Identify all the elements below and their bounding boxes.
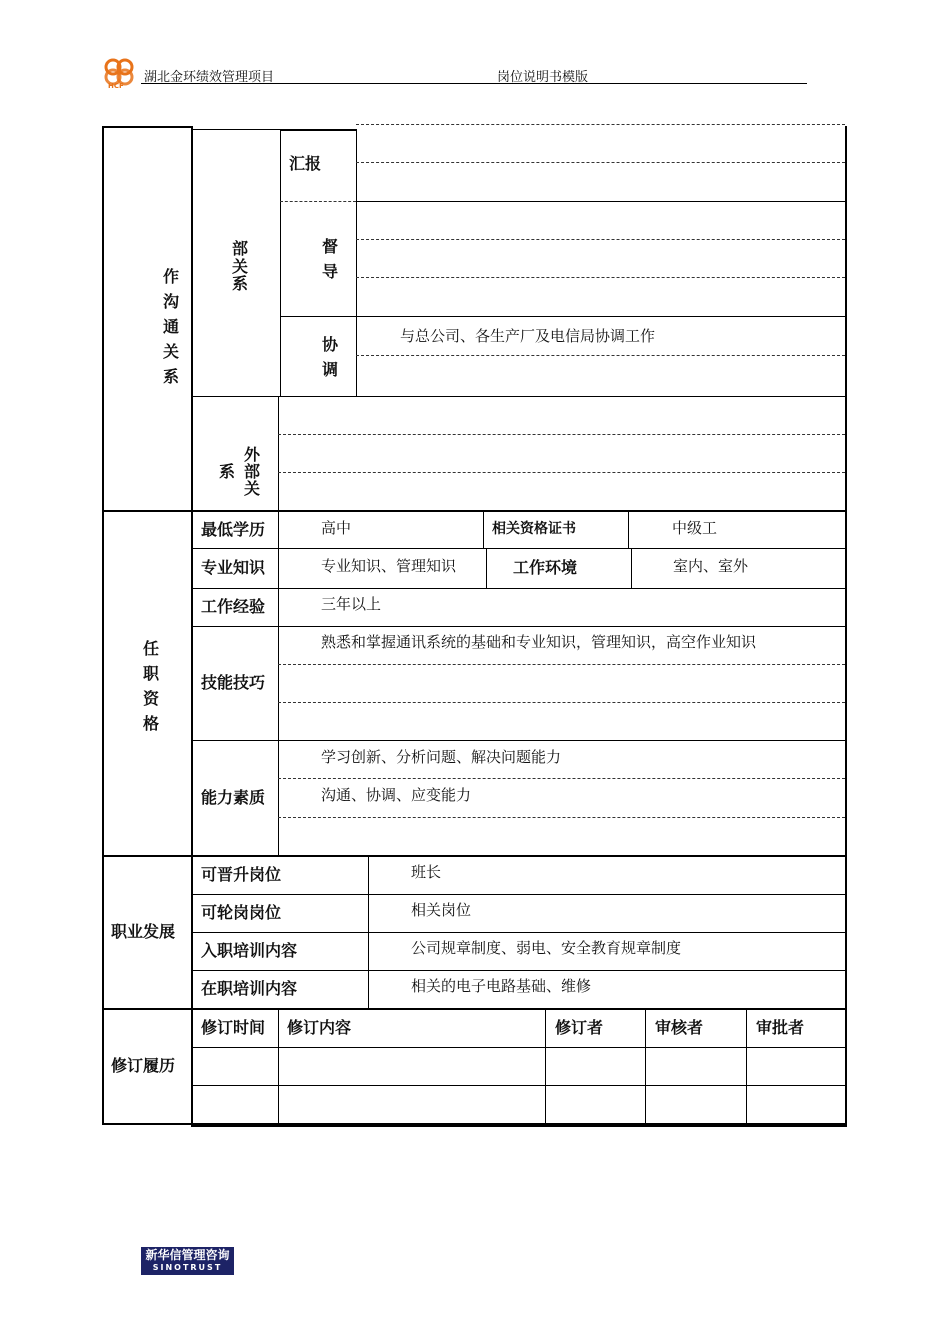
- internal-char-2: 关: [231, 257, 248, 276]
- comm-title-char-1: 作: [162, 267, 179, 286]
- qual-title-char-2: 职: [142, 664, 159, 683]
- footer-brand-en: SINOTRUST: [152, 1263, 223, 1272]
- ability-value-2: 沟通、协调、应变能力: [321, 786, 472, 804]
- external-char-3: 关: [243, 479, 260, 498]
- career-value-4: 相关的电子电路基础、维修: [411, 977, 592, 995]
- env-value: 室内、室外: [673, 557, 749, 575]
- revision-header-approver: 审批者: [756, 1018, 805, 1037]
- edu-label: 最低学历: [201, 520, 266, 539]
- revision-header-reviewer: 审核者: [655, 1018, 704, 1037]
- internal-char-1: 部: [231, 239, 248, 258]
- comm-title-char-5: 系: [162, 367, 179, 386]
- footer-brand-cn: 新华信管理咨询: [145, 1248, 230, 1262]
- exp-label: 工作经验: [201, 597, 266, 616]
- knowledge-label: 专业知识: [201, 558, 266, 577]
- cert-value: 中级工: [672, 519, 718, 537]
- comm-title-char-2: 沟: [162, 292, 179, 311]
- external-char-2: 部: [243, 462, 260, 481]
- career-value-2: 相关岗位: [411, 901, 472, 919]
- career-value-3: 公司规章制度、弱电、安全教育规章制度: [411, 939, 682, 957]
- company-name: 湖北金环绩效管理项目: [144, 70, 275, 85]
- revision-header-time: 修订时间: [201, 1018, 266, 1037]
- external-char-1: 外: [243, 445, 260, 464]
- revision-header-reviser: 修订者: [555, 1018, 604, 1037]
- career-label-2: 可轮岗岗位: [201, 903, 282, 922]
- career-label-4: 在职培训内容: [201, 979, 298, 998]
- coordinate-char-2: 调: [321, 360, 338, 379]
- sinotrust-logo: [141, 1247, 234, 1275]
- career-label-1: 可晋升岗位: [201, 865, 282, 884]
- qual-title-char-4: 格: [142, 714, 159, 733]
- edu-value: 高中: [321, 519, 352, 537]
- comm-title-char-3: 通: [162, 317, 179, 336]
- logo-text: HCF: [108, 82, 124, 90]
- env-label: 工作环境: [513, 558, 578, 577]
- ability-label: 能力素质: [201, 788, 266, 807]
- comm-title-char-4: 关: [162, 342, 179, 361]
- skill-label: 技能技巧: [201, 673, 266, 692]
- supervise-char-1: 督: [321, 237, 338, 256]
- exp-value: 三年以上: [321, 595, 382, 613]
- qual-title-char-1: 任: [142, 639, 159, 658]
- career-label-3: 入职培训内容: [201, 941, 298, 960]
- header-divider: [141, 83, 807, 84]
- cert-label: 相关资格证书: [492, 521, 576, 537]
- ability-value-1: 学习创新、分析问题、解决问题能力: [321, 748, 562, 766]
- coordinate-text: 与总公司、各生产厂及电信局协调工作: [400, 327, 656, 345]
- internal-char-3: 系: [231, 274, 248, 293]
- career-value-1: 班长: [411, 863, 442, 881]
- qual-title-char-3: 资: [142, 689, 159, 708]
- doc-title: 岗位说明书模版: [497, 70, 589, 85]
- skill-value: 熟悉和掌握通讯系统的基础和专业知识，管理知识，高空作业知识: [321, 633, 757, 651]
- career-title: 职业发展: [111, 922, 176, 941]
- hcf-logo: [100, 55, 140, 91]
- external-char-4: 系: [218, 462, 235, 481]
- supervise-char-2: 导: [321, 262, 338, 281]
- revision-header-content: 修订内容: [287, 1018, 352, 1037]
- report-label: 汇报: [289, 154, 322, 173]
- knowledge-value: 专业知识、管理知识: [321, 557, 457, 575]
- revision-title: 修订履历: [111, 1056, 176, 1075]
- coordinate-char-1: 协: [321, 335, 338, 354]
